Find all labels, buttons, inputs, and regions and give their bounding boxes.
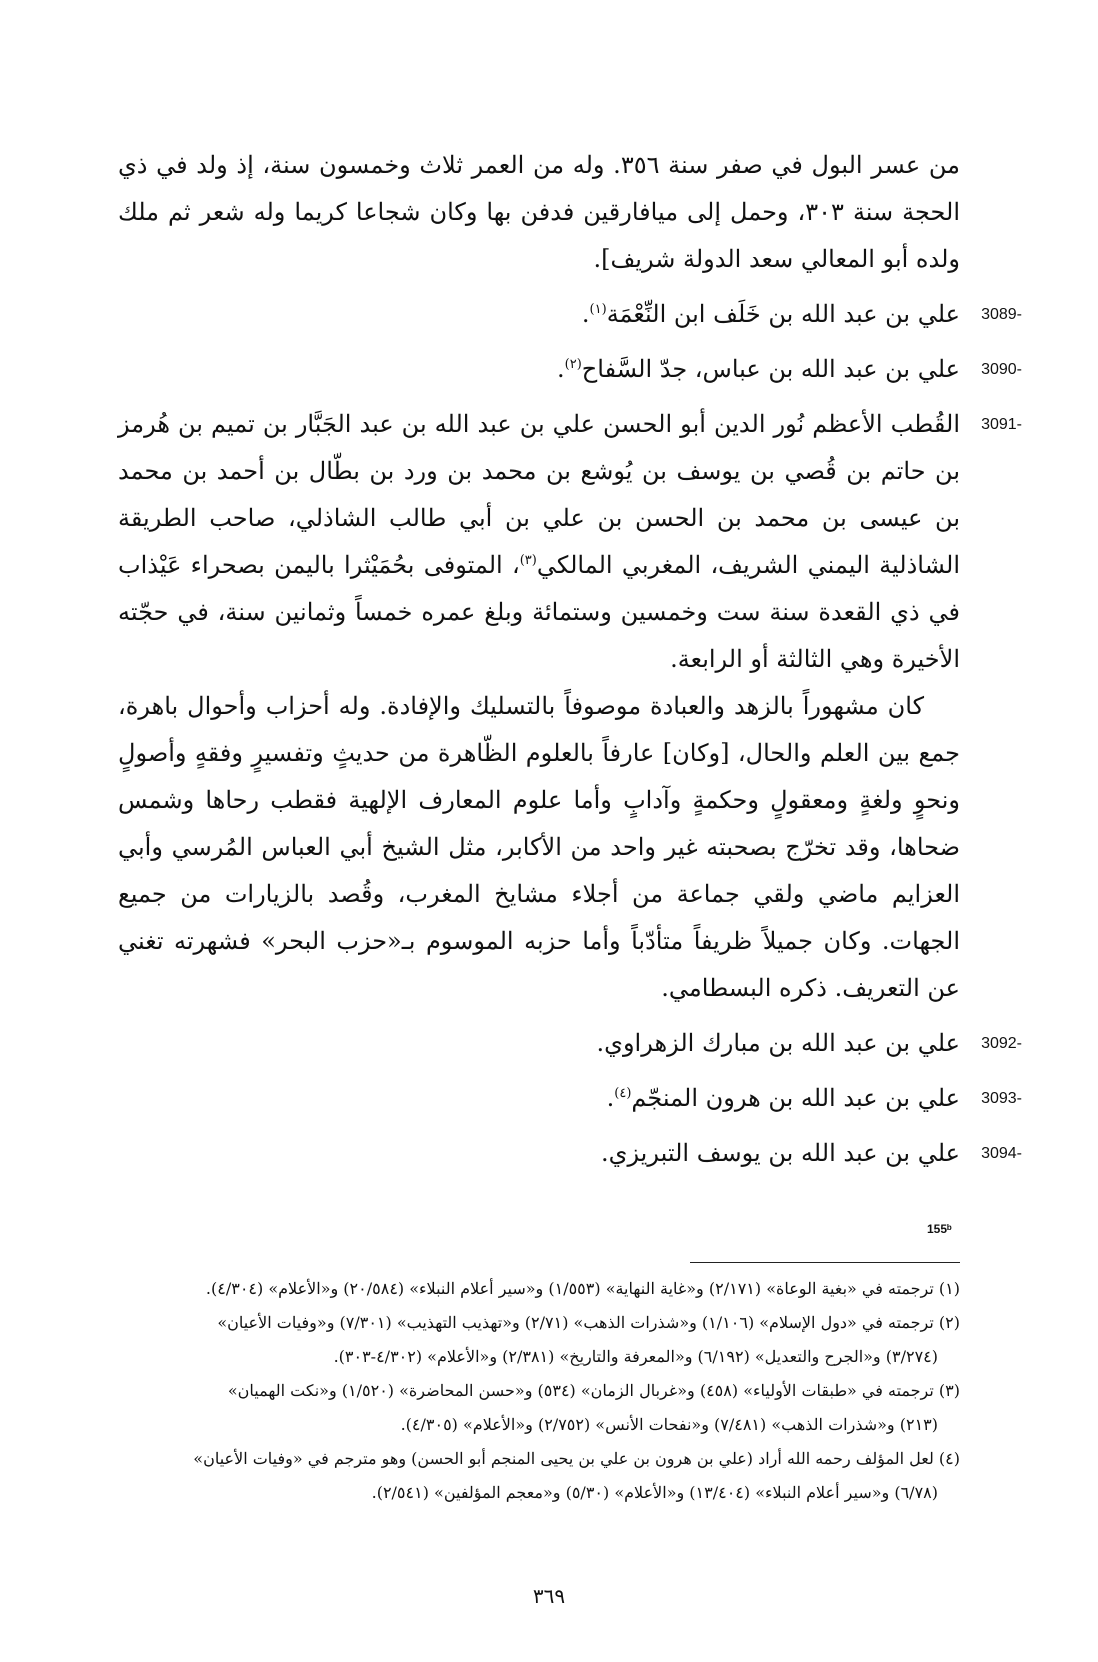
footnote-3: (٣) ترجمته في «طبقات الأولياء» (٤٥٨) و«غربال الزمان» (٥٣٤) و«حسن المحاضرة» (١/٥٢٠) و«نكت الهميان» [227,1381,960,1400]
footnote-2: (٢) ترجمته في «دول الإسلام» (١/١٠٦) و«شذرات الذهب» (٢/٧١) و«تهذيب التهذيب» (٧/٣٠١) و«وفيات الأعيان» [217,1313,960,1332]
footnote-divider [690,1262,960,1263]
biography-paragraph: كان مشهوراً بالزهد والعبادة موصوفاً بالتسليك والإفادة. وله أحزاب وأحوال باهرة، جمع بين العلم والحال، [وكان] عارفاً بالعلوم الظّاهرة من حديثٍ وتفسيرٍ وفقهٍ وأصولٍ ونحوٍ ولغةٍ ومعقولٍ وحكمةٍ وآدابٍ وأما علوم المعارف الإلهية فقطب رحاها وشمس ضحاها، وقد تخرّج بصحبته غير واحد من الأكابر، مثل الشيخ أبي العباس المُرسي وأبي العزايم ماضي ولقي جماعة من أجلاء مشايخ المغرب، وقُصد بالزيارات من جميع الجهات. وكان جميلاً ظريفاً متأدّباً وأما حزبه الموسوم بـ«حزب البحر» فشهرته تغني عن التعريف. ذكره البسطامي. [118,692,960,1002]
entry-punct: . [581,300,590,328]
entry-number: 3091 - [981,401,1022,448]
entry-number: 3090 - [981,346,1022,393]
entry-text-continued: ، المتوفى بحُمَيْثرا باليمن بصحراء عَيْذاب في ذي القعدة سنة ست وخمسين وستمائة وبلغ عمره خمساً وثمانين سنة، في حجّته الأخيرة وهي الثالثة أو الرابعة. [118,551,960,673]
entry-text: علي بن عبد الله بن مبارك الزهراوي [604,1029,960,1057]
page-number: ٣٦٩ [532,1584,566,1608]
entry-text: القُطب الأعظم نُور الدين أبو الحسن علي بن عبد الله بن عبد الجَبَّار بن تميم بن هُرمز بن حاتم بن قُصي بن يوسف بن يُوشع بن محمد بن ورد بن بطّال بن أحمد بن محمد بن عيسى بن محمد بن الحسن بن علي بن أبي طالب الشاذلي، صاحب الطريقة الشاذلية اليمني الشريف، المغربي المالكي [118,410,960,579]
entry-number: 3089 - [981,291,1022,338]
footnote-4-continued: (٦/٧٨) و«سير أعلام النبلاء» (١٣/٤٠٤) و«الأعلام» (٥/٣٠) و«معجم المؤلفين» (٢/٥٤١). [371,1483,938,1502]
entry-3093 [118,1075,1017,1122]
entry-text: علي بن عبد الله بن هرون المنجّم [631,1084,960,1112]
entry-punct: . [606,1084,615,1112]
entry-number: 3094 - [981,1130,1022,1177]
entry-punct: . [601,1139,609,1167]
entry-3090 [118,346,1017,393]
manuscript-folio-marker: 155ᵇ [927,1222,952,1236]
entry-number: 3092 - [981,1020,1022,1067]
footnote-1: (١) ترجمته في «بغية الوعاة» (٢/١٧١) و«غاية النهاية» (١/٥٥٣) و«سير أعلام النبلاء» (٢٠/٥٨٤) و«الأعلام» (٤/٣٠٤). [205,1279,960,1298]
footnote-marker: (٣) [519,553,537,568]
footnote-marker: (١) [589,302,607,317]
entry-3092 [118,1020,1017,1067]
entry-text: علي بن عبد الله بن يوسف التبريزي [608,1139,960,1167]
entry-text: علي بن عبد الله بن عباس، جدّ السَّفاح [581,355,960,383]
entry-3094 [118,1130,1017,1177]
footnote-2-continued: (٣/٢٧٤) و«الجرح والتعديل» (٦/١٩٢) و«المعرفة والتاريخ» (٢/٣٨١) و«الأعلام» (٤/٣٠٢-٣٠٣). [333,1347,938,1366]
continuation-paragraph: من عسر البول في صفر سنة ٣٥٦. وله من العمر ثلاث وخمسون سنة، إذ ولد في ذي الحجة سنة ٣٠٣، وحمل إلى ميافارقين فدفن بها وكان شجاعا كريما وله شعر ثم ملك ولده أبو المعالي سعد الدولة شريف]. [118,151,960,273]
entry-text: علي بن عبد الله بن خَلَف ابن النِّعْمَة [606,300,960,328]
entry-3089 [118,291,1017,338]
entry-punct: . [596,1029,605,1057]
footnote-4: (٤) لعل المؤلف رحمه الله أراد (علي بن هرون بن علي بن يحيى المنجم أبو الحسن) وهو مترجم في «وفيات الأعيان» [193,1449,960,1468]
footnote-3-continued: (٢١٣) و«شذرات الذهب» (٧/٤٨١) و«نفحات الأنس» (٢/٧٥٢) و«الأعلام» (٤/٣٠٥). [400,1415,938,1434]
footnotes [118,1272,960,1510]
entry-punct: . [557,355,565,383]
main-text [118,142,1017,1177]
entry-number: 3093 - [981,1075,1022,1122]
entry-3091 [118,401,1017,683]
footnote-marker: (٢) [564,357,582,372]
footnote-marker: (٤) [614,1086,632,1101]
